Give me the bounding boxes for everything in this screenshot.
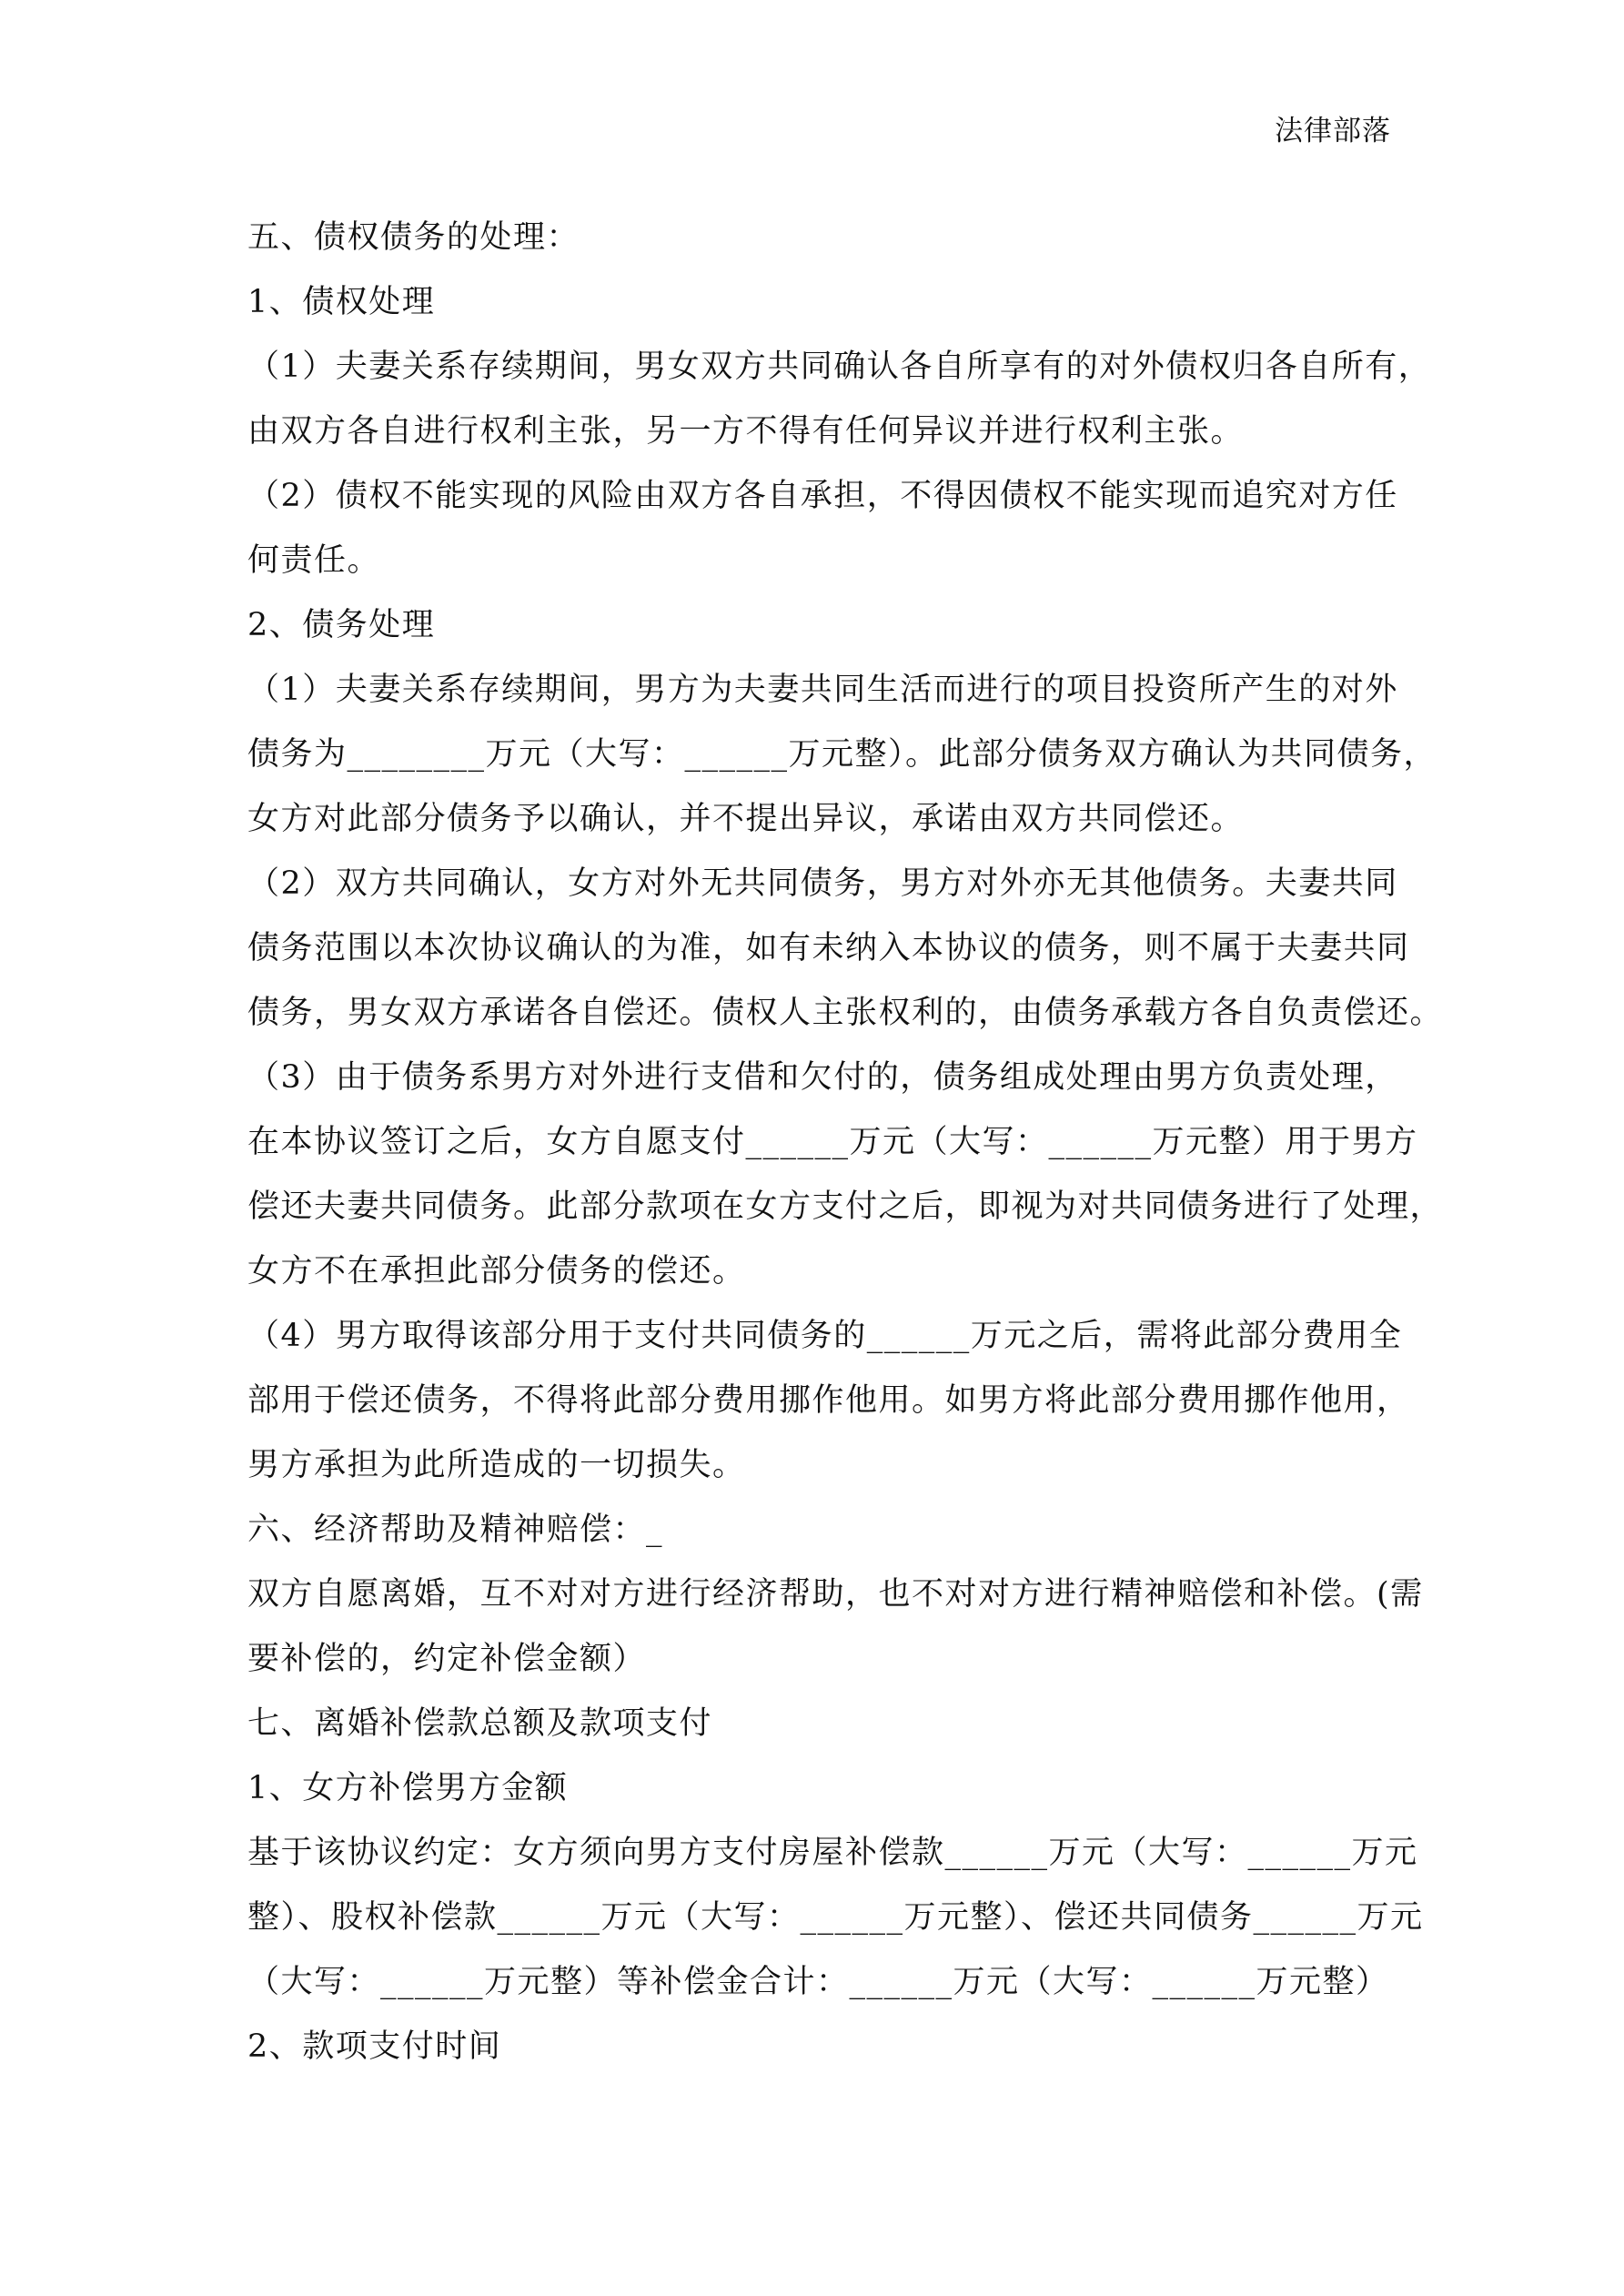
paragraph-line: 何责任。 xyxy=(247,542,381,579)
paragraph-line: 整）、股权补偿款______万元（大写：______万元整）、偿还共同债务______万元 xyxy=(247,1899,1424,1936)
paragraph-line: 双方自愿离婚，互不对对方进行经济帮助，也不对对方进行精神赔偿和补偿。(需 xyxy=(247,1576,1424,1613)
paragraph-line: 债务范围以本次协议确认的为准，如有未纳入本协议的债务，则不属于夫妻共同 xyxy=(247,930,1410,966)
paragraph-line: （3）由于债务系男方对外进行支借和欠付的，债务组成处理由男方负责处理， xyxy=(247,1059,1398,1096)
paragraph-line: 在本协议签订之后，女方自愿支付______万元（大写：______万元整）用于男方 xyxy=(247,1124,1418,1160)
section-heading-7: 七、离婚补偿款总额及款项支付 xyxy=(247,1705,713,1742)
section-heading-5: 五、债权债务的处理： xyxy=(247,219,580,256)
paragraph-line: 男方承担为此所造成的一切损失。 xyxy=(247,1447,746,1483)
paragraph-line: 女方对此部分债务予以确认，并不提出异议，承诺由双方共同偿还。 xyxy=(247,801,1245,837)
paragraph-line: 女方不在承担此部分债务的偿还。 xyxy=(247,1253,746,1290)
paragraph-line: （大写：______万元整）等补偿金合计：______万元（大写：______万元整） xyxy=(247,1964,1389,2000)
paragraph-line: 偿还夫妻共同债务。此部分款项在女方支付之后，即视为对共同债务进行了处理， xyxy=(247,1188,1444,1225)
page-header: 法律部落 xyxy=(1275,115,1391,147)
paragraph-line: （1）夫妻关系存续期间，男方为夫妻共同生活而进行的项目投资所产生的对外 xyxy=(247,672,1398,708)
paragraph-line: 要补偿的，约定补偿金额） xyxy=(247,1641,647,1677)
section-heading-6: 六、经济帮助及精神赔偿：_ xyxy=(247,1512,664,1548)
paragraph-line: （1）夫妻关系存续期间，男女双方共同确认各自所享有的对外债权归各自所有， xyxy=(247,349,1432,385)
paragraph-line: （2）双方共同确认，女方对外无共同债务，男方对外亦无其他债务。夫妻共同 xyxy=(247,865,1398,902)
subheading-debts: 2、债务处理 xyxy=(247,607,436,643)
paragraph-line: 债务，男女双方承诺各自偿还。债权人主张权利的，由债务承载方各自负责偿还。 xyxy=(247,995,1444,1031)
paragraph-line: （4）男方取得该部分用于支付共同债务的______万元之后，需将此部分费用全 xyxy=(247,1318,1403,1354)
paragraph-line: 部用于偿还债务，不得将此部分费用挪作他用。如男方将此部分费用挪作他用， xyxy=(247,1382,1410,1419)
subheading-compensation: 1、女方补偿男方金额 xyxy=(247,1770,569,1806)
paragraph-line: 债务为________万元（大写：______万元整）。此部分债务双方确认为共同债务， xyxy=(247,736,1437,773)
document-body xyxy=(247,206,1444,2079)
subheading-claims: 1、债权处理 xyxy=(247,284,436,320)
subheading-payment-time: 2、款项支付时间 xyxy=(247,2028,502,2065)
paragraph-line: 基于该协议约定：女方须向男方支付房屋补偿款______万元（大写：______万元 xyxy=(247,1835,1418,1871)
paragraph-line: （2）债权不能实现的风险由双方各自承担，不得因债权不能实现而追究对方任 xyxy=(247,478,1398,514)
paragraph-line: 由双方各自进行权利主张，另一方不得有任何异议并进行权利主张。 xyxy=(247,413,1245,450)
